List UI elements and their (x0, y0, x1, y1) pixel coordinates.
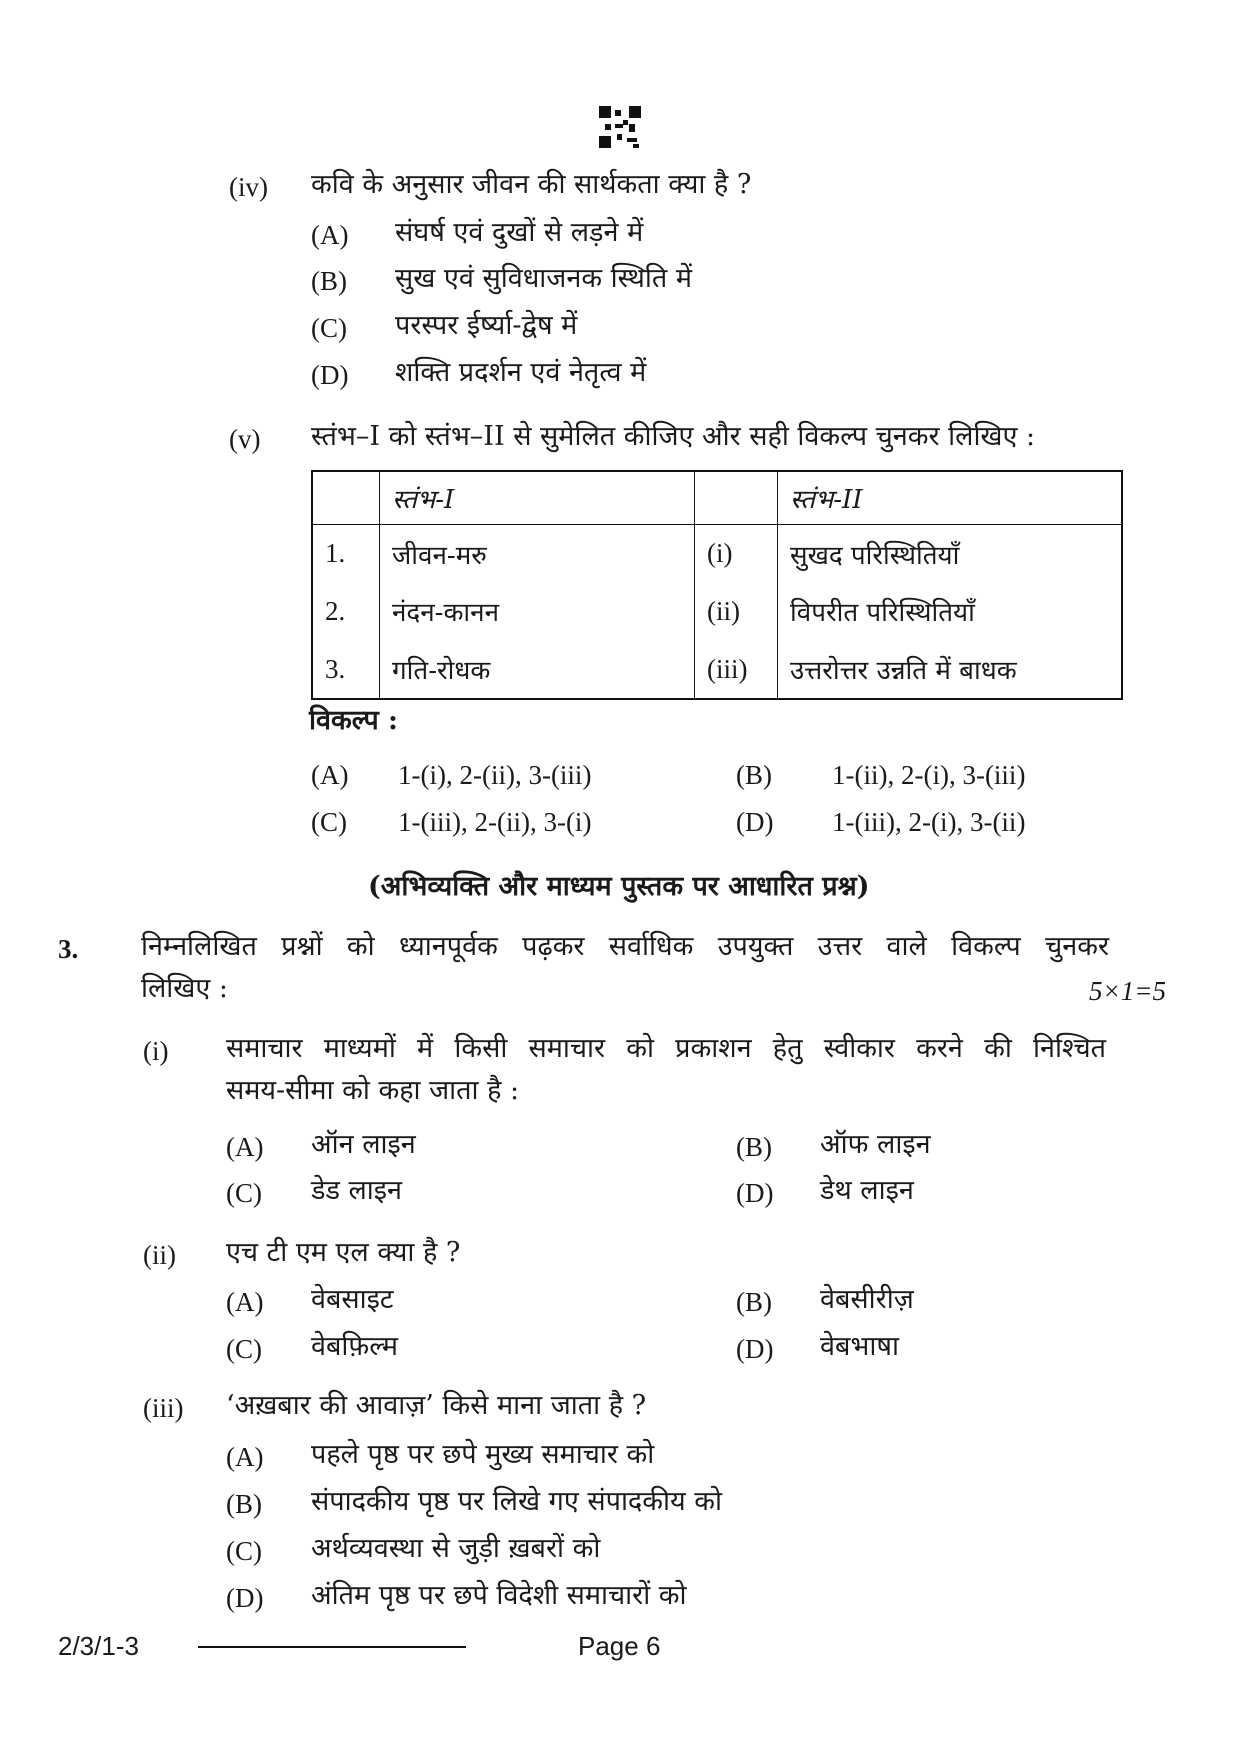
question-number: 3. (58, 934, 79, 964)
option-label: (A) (311, 220, 349, 250)
option-text: डेथ लाइन (820, 1175, 914, 1206)
option-text: 1-(iii), 2-(ii), 3-(i) (398, 807, 592, 837)
option-label: (A) (226, 1132, 264, 1162)
option-label: (D) (736, 807, 774, 837)
option-label: (D) (226, 1583, 264, 1613)
table-row (312, 525, 1122, 583)
row-number: 1. (312, 525, 380, 583)
row-number: 3. (312, 640, 380, 699)
table-header-column-1: स्तंभ-I (380, 471, 695, 525)
option-label: (A) (311, 760, 349, 790)
option-text: पहले पृष्ठ पर छपे मुख्य समाचार को (311, 1439, 655, 1470)
option-text: 1-(iii), 2-(i), 3-(ii) (832, 807, 1026, 837)
question-text: कवि के अनुसार जीवन की सार्थकता क्या है ? (311, 169, 752, 200)
column-1-cell: गति-रोधक (380, 640, 695, 699)
option-label: (A) (226, 1287, 264, 1317)
column-1-cell: जीवन-मरु (380, 525, 695, 583)
option-label: (B) (736, 1287, 772, 1317)
option-text: वेबसीरीज़ (820, 1284, 914, 1315)
question-text: समाचार माध्यमों में किसी समाचार को प्रकाशन हेतु स्वीकार करने की निश्चित (226, 1033, 1106, 1064)
question-text-continued: समय-सीमा को कहा जाता है : (226, 1075, 520, 1106)
column-2-cell: सुखद परिस्थितियाँ (778, 525, 1123, 583)
row-roman: (ii) (695, 583, 778, 640)
question-text: निम्नलिखित प्रश्नों को ध्यानपूर्वक पढ़कर सर्वाधिक उपयुक्त उत्तर वाले विकल्प चुनकर (141, 931, 1109, 962)
question-text: एच टी एम एल क्या है ? (226, 1237, 461, 1268)
question-text-continued: लिखिए : (141, 973, 228, 1004)
column-1-cell: नंदन-कानन (380, 583, 695, 640)
option-label: (D) (736, 1178, 774, 1208)
option-label: (C) (226, 1536, 262, 1566)
option-label: (C) (311, 313, 347, 343)
option-label: (C) (311, 807, 347, 837)
table-row (312, 640, 1122, 699)
question-number: (iv) (229, 172, 268, 202)
section-heading: (अभिव्यक्ति और माध्यम पुस्तक पर आधारित प्रश्न) (368, 871, 870, 902)
row-roman: (i) (695, 525, 778, 583)
option-text: संघर्ष एवं दुखों से लड़ने में (395, 217, 644, 248)
option-label: (B) (311, 266, 347, 296)
option-text: संपादकीय पृष्ठ पर लिखे गए संपादकीय को (311, 1486, 722, 1517)
table-header-column-2: स्तंभ-II (778, 471, 1123, 525)
marks: 5×1=5 (1089, 976, 1166, 1006)
table-header-blank (312, 471, 380, 525)
option-text: वेबसाइट (311, 1284, 394, 1315)
option-text: अंतिम पृष्ठ पर छपे विदेशी समाचारों को (311, 1580, 687, 1611)
option-label: (D) (311, 360, 349, 390)
option-label: (B) (226, 1489, 262, 1519)
table-header-blank (695, 471, 778, 525)
option-label: (B) (736, 760, 772, 790)
row-roman: (iii) (695, 640, 778, 699)
paper-code: 2/3/1-3 (58, 1631, 139, 1661)
footer-divider (198, 1646, 466, 1648)
option-label: (D) (736, 1334, 774, 1364)
table-row (312, 583, 1122, 640)
column-2-cell: विपरीत परिस्थितियाँ (778, 583, 1123, 640)
option-text: ऑफ लाइन (820, 1129, 931, 1160)
option-label: (C) (226, 1334, 262, 1364)
matching-table (311, 470, 1123, 700)
question-number: (i) (143, 1036, 169, 1066)
option-text: वेबफ़िल्म (311, 1331, 399, 1362)
option-text: ऑन लाइन (311, 1129, 416, 1160)
option-label: (A) (226, 1442, 264, 1472)
option-text: परस्पर ईर्ष्या-द्वेष में (395, 310, 578, 341)
option-text: वेबभाषा (820, 1331, 900, 1362)
option-text: 1-(ii), 2-(i), 3-(iii) (832, 760, 1026, 790)
question-text: स्तंभ–I को स्तंभ–II से सुमेलित कीजिए और सही विकल्प चुनकर लिखिए : (311, 421, 1036, 452)
column-2-cell: उत्तरोत्तर उन्नति में बाधक (778, 640, 1123, 699)
question-text: ‘अख़बार की आवाज़’ किसे माना जाता है ? (226, 1390, 647, 1421)
question-number: (iii) (143, 1393, 184, 1423)
option-label: (B) (736, 1132, 772, 1162)
option-text: डेड लाइन (311, 1175, 403, 1206)
row-number: 2. (312, 583, 380, 640)
option-text: 1-(i), 2-(ii), 3-(iii) (398, 760, 592, 790)
option-text: सुख एवं सुविधाजनक स्थिति में (395, 263, 692, 294)
option-label: (C) (226, 1178, 262, 1208)
options-heading: विकल्प : (309, 705, 399, 736)
question-number: (v) (229, 424, 261, 454)
option-text: शक्ति प्रदर्शन एवं नेतृत्व में (395, 357, 647, 388)
option-text: अर्थव्यवस्था से जुड़ी ख़बरों को (311, 1533, 601, 1564)
qr-code-icon (599, 106, 641, 148)
question-number: (ii) (143, 1240, 176, 1270)
page-number: Page 6 (578, 1631, 661, 1661)
